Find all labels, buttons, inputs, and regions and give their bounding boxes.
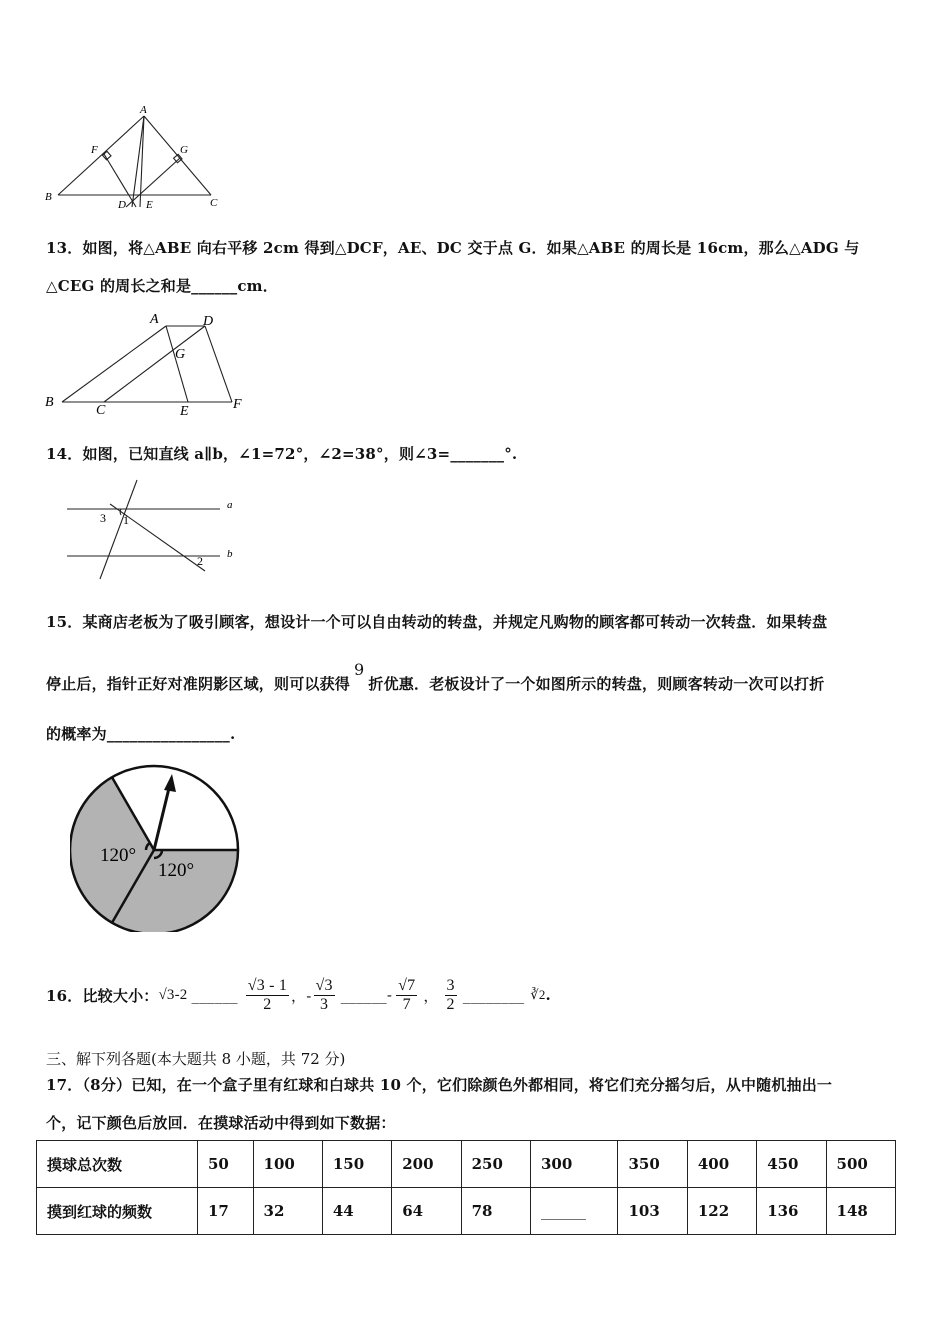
spinner-angle-left: 120° bbox=[100, 845, 137, 866]
q13-line2-text: △CEG 的周长之和是 bbox=[46, 277, 192, 295]
q16-frac4 bbox=[445, 977, 457, 1014]
q16-frac4-num: 3 bbox=[446, 976, 455, 994]
spinner-pointer-head bbox=[164, 774, 176, 792]
fig13-label-c: C bbox=[96, 403, 106, 418]
q16-sep2: ， bbox=[423, 986, 439, 1005]
q15-nine: 9 bbox=[354, 660, 365, 679]
spinner-pointer bbox=[154, 784, 170, 850]
table-cell: 103 bbox=[618, 1188, 687, 1235]
fig13-label-a: A bbox=[150, 312, 159, 327]
section-title: 三、解下列各题(本大题共 8 小题，共 72 分) bbox=[46, 1050, 346, 1068]
q15-line3-text: 的概率为 bbox=[46, 725, 107, 743]
table-cell: 150 bbox=[322, 1141, 391, 1188]
q16-frac1-den: 2 bbox=[263, 995, 272, 1013]
fig12-label-b: B bbox=[45, 191, 52, 203]
table-cell: 78 bbox=[461, 1188, 530, 1235]
table-row bbox=[37, 1188, 896, 1235]
table-header-cell: 摸球总次数 bbox=[37, 1141, 198, 1188]
q16-frac3-num: √7 bbox=[398, 976, 416, 994]
q17-line1: 17．（8分）已知，在一个盒子里有红球和白球共 10 个，它们除颜色外都相同，将它们充分摇匀后，从中随机抽出一 bbox=[46, 1076, 833, 1094]
q15-line1: 15．某商店老板为了吸引顾客，想设计一个可以自由转动的转盘，并规定凡购物的顾客都可转动一次转盘．如果转盘 bbox=[46, 613, 828, 631]
q16-frac3-den: 7 bbox=[402, 995, 411, 1013]
table-cell: 300 bbox=[530, 1141, 618, 1188]
fig14-label-b: b bbox=[227, 548, 233, 560]
table-cell: 148 bbox=[826, 1188, 895, 1235]
q16-blank3: ________ bbox=[462, 986, 525, 1004]
q16-frac1 bbox=[246, 977, 289, 1014]
fig14-label-2: 2 bbox=[197, 554, 203, 568]
q16-label: 16．比较大小： bbox=[46, 986, 159, 1005]
q16-frac1-num: √3 - 1 bbox=[247, 976, 288, 994]
figure-q12 bbox=[40, 100, 230, 215]
fig13-label-f: F bbox=[233, 397, 242, 412]
q16-frac3 bbox=[396, 977, 417, 1014]
q17-line2: 个，记下颜色后放回．在摸球活动中得到如下数据： bbox=[46, 1114, 396, 1132]
q16-blank1: ______ bbox=[191, 986, 238, 1004]
table-cell: 64 bbox=[392, 1188, 461, 1235]
fig14-label-a: a bbox=[227, 499, 233, 511]
table-cell: 450 bbox=[757, 1141, 826, 1188]
q16-frac2-num: √3 bbox=[315, 976, 333, 994]
fig13-label-e: E bbox=[180, 404, 189, 419]
fig12-label-a: A bbox=[140, 104, 147, 116]
fig12-label-g: G bbox=[180, 144, 188, 156]
q16-expr1: √3-2 bbox=[158, 986, 188, 1003]
table-cell: 250 bbox=[461, 1141, 530, 1188]
fig14-label-3: 3 bbox=[100, 511, 106, 525]
q14-blank: _______ bbox=[450, 445, 505, 463]
q16-frac2-den: 3 bbox=[319, 995, 329, 1013]
q16-row bbox=[46, 965, 551, 1025]
q13-line1: 13．如图，将△ABE 向右平移 2cm 得到△DCF，AE、DC 交于点 G．如果△ABE 的周长是 16cm，那么△ADG 与 bbox=[46, 239, 860, 257]
table-cell: 136 bbox=[757, 1188, 826, 1235]
table-cell: 100 bbox=[253, 1141, 322, 1188]
q14-text bbox=[46, 443, 517, 464]
fig14-label-1: 1 bbox=[123, 513, 129, 527]
fig12-label-d: D bbox=[118, 199, 126, 211]
table-cell: 122 bbox=[687, 1188, 756, 1235]
q15-end: . bbox=[230, 725, 236, 743]
table-cell: 200 bbox=[392, 1141, 461, 1188]
q16-frac4-den: 2 bbox=[446, 995, 455, 1013]
figure-q13 bbox=[40, 310, 255, 420]
q16-end: . bbox=[545, 986, 551, 1004]
q17-table bbox=[36, 1140, 896, 1235]
table-header-cell: 摸到红球的频数 bbox=[37, 1188, 198, 1235]
fig12-label-c: C bbox=[210, 197, 218, 209]
figure-q14 bbox=[60, 478, 250, 583]
q13-unit: cm． bbox=[237, 277, 278, 295]
spinner-angle-right: 120° bbox=[158, 860, 195, 881]
table-cell: 32 bbox=[253, 1188, 322, 1235]
fig12-label-e: E bbox=[146, 199, 153, 211]
spinner-figure bbox=[70, 762, 250, 932]
q16-blank2: ______- bbox=[340, 986, 393, 1004]
fig13-label-g: G bbox=[175, 347, 186, 362]
table-cell: 350 bbox=[618, 1141, 687, 1188]
table-cell-blank: ______ bbox=[530, 1188, 618, 1235]
q15-line3 bbox=[46, 723, 235, 744]
table-cell: 17 bbox=[198, 1188, 254, 1235]
q16-frac2 bbox=[314, 977, 335, 1014]
table-cell: 44 bbox=[322, 1188, 391, 1235]
q14-prompt: 14．如图，已知直线 a∥b，∠1=72°，∠2=38°，则∠3= bbox=[46, 445, 451, 463]
q13-line2 bbox=[46, 275, 278, 296]
fig12-label-f: F bbox=[91, 144, 98, 156]
table-cell: 50 bbox=[198, 1141, 254, 1188]
q15-line2-text: 停止后，指针正好对准阴影区域，则可以获得 bbox=[46, 675, 351, 693]
q14-unit: °. bbox=[504, 445, 518, 463]
q15-blank: ________________ bbox=[106, 725, 231, 743]
q13-blank: ______ bbox=[191, 277, 238, 295]
q15-line2 bbox=[46, 660, 825, 694]
table-row bbox=[37, 1141, 896, 1188]
table-cell: 400 bbox=[687, 1141, 756, 1188]
table-cell: 500 bbox=[826, 1141, 895, 1188]
q15-line2-text-b: 折优惠．老板设计了一个如图所示的转盘，则顾客转动一次可以打折 bbox=[368, 675, 825, 693]
q16-sep1: ，- bbox=[291, 986, 312, 1005]
fig13-label-b: B bbox=[45, 395, 54, 410]
q16-expr4: ∛2 bbox=[530, 987, 546, 1002]
fig13-label-d: D bbox=[203, 314, 214, 329]
